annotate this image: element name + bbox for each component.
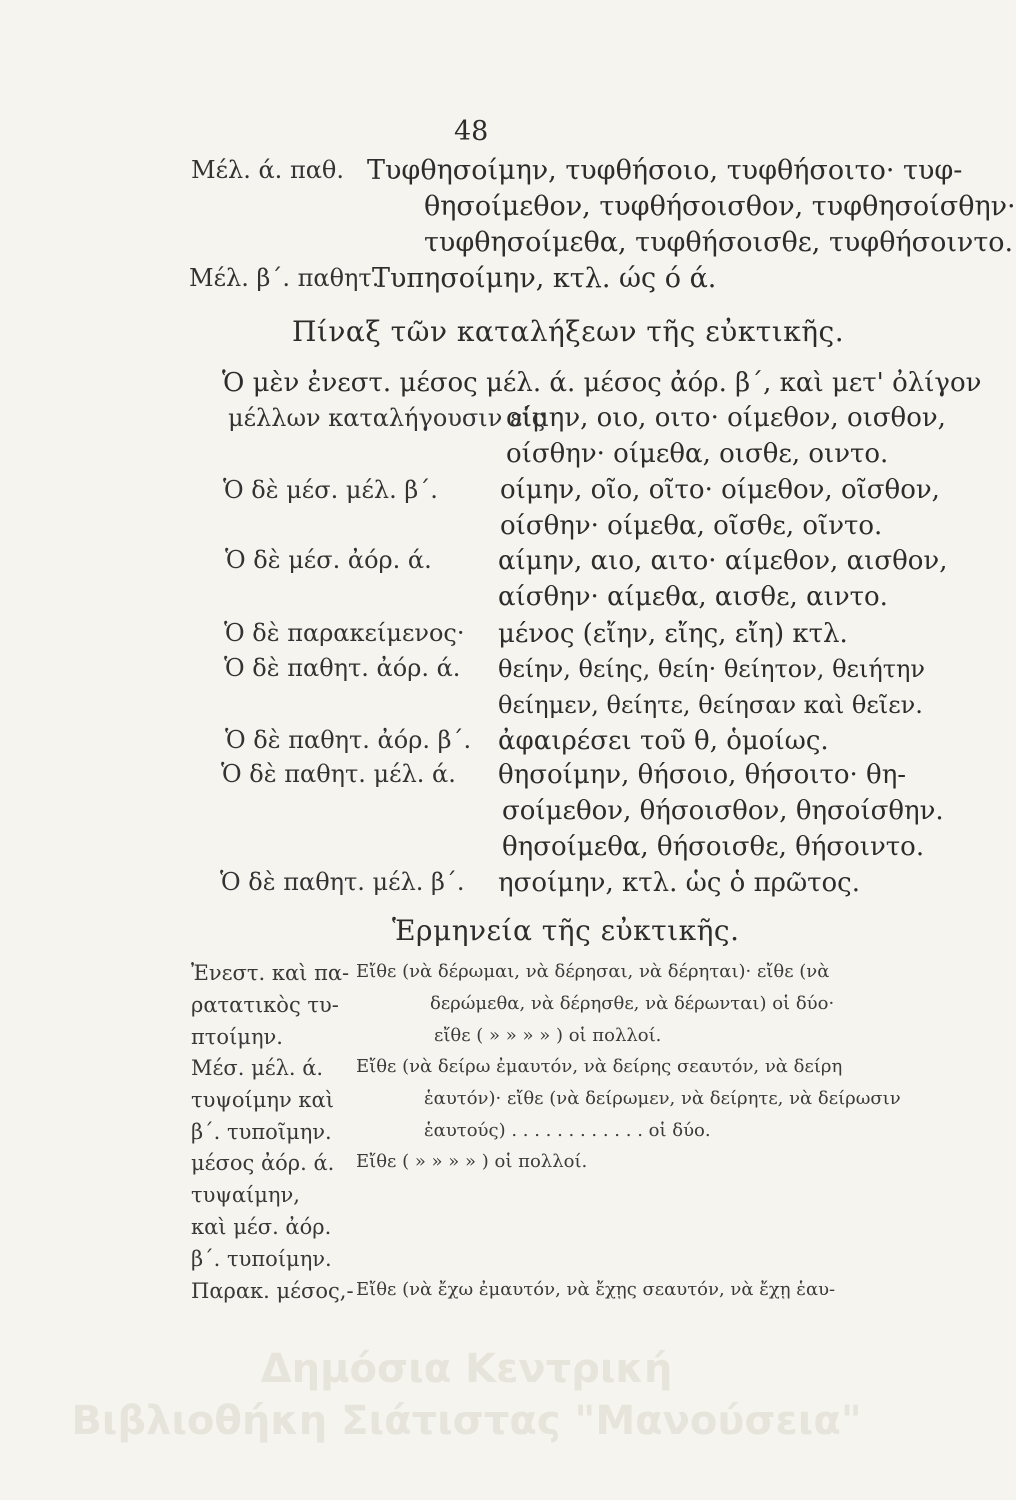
right-meaning-line: ἑαυτόν)· εἴθε (νὰ δείρωμεν, νὰ δείρητε, νὰ δείρωσιν [424,1088,901,1109]
right-meaning-line: ἑαυτούς) . . . . . . . . . . . . οἱ δύο. [424,1120,711,1141]
left-note-line: β΄. τυποῖμην. [191,1120,332,1144]
ending-line: ἀφαιρέσει τοῦ θ, ὁμοίως. [498,726,829,756]
row-label: Ὁ δὲ παθητ. μέλ. ά. [221,760,456,788]
top-label-future-passive-1: Μέλ. ά. παθ. [191,156,344,184]
right-meaning-line: δερώμεθα, νὰ δέρησθε, νὰ δέρωνται) οἱ δύο· [430,993,835,1014]
left-note-line: ρατατικὸς τυ- [191,993,339,1017]
left-note-line: πτοίμην. [191,1025,283,1049]
left-note-line: τυψαίμην, [191,1183,300,1207]
left-note-line: μέσος ἀόρ. ά. [191,1151,335,1175]
top-label-future-passive-2: Μέλ. β΄. παθητ. [189,264,380,292]
right-meaning-line: εἴθε ( » » » » ) οἱ πολλοί. [434,1025,662,1046]
library-watermark-line1: Δημόσια Κεντρική [260,1346,673,1392]
ending-line: θησοίμεθα, θήσοισθε, θήσοιντο. [502,832,925,862]
top-text-line: Τυπησοίμην, κτλ. ώς ό ά. [372,263,717,294]
row-label: Ὁ δὲ παθητ. ἀόρ. β΄. [225,726,472,754]
left-note-line: Μέσ. μέλ. ά. [191,1056,324,1080]
left-note-line: Ἐνεστ. καὶ πα- [191,961,350,985]
row-label: Ὁ δὲ μέσ. ἀόρ. ά. [225,546,432,574]
ending-line: ησοίμην, κτλ. ὡς ὁ πρῶτος. [498,868,861,898]
library-watermark-line2: Βιβλιοθήκη Σιάτιστας "Μανούσεια" [71,1398,862,1444]
row-label: Ὁ δὲ παρακείμενος· [224,619,465,647]
left-note-line: τυψοίμην καὶ [191,1088,334,1112]
top-text-line: τυφθησοίμεθα, τυφθήσοισθε, τυφθήσοιντο. [424,227,1014,258]
row-label: Ὁ δὲ μέσ. μέλ. β΄. [223,476,438,504]
row-label: Ὁ δὲ παθητ. ἀόρ. ά. [224,654,461,682]
right-meaning-line: Εἴθε (νὰ ἔχω ἐμαυτόν, νὰ ἔχῃς σεαυτόν, νὰ ἔχῃ ἑαυ- [356,1279,836,1300]
row-label: Ὁ δὲ παθητ. μέλ. β΄. [220,868,465,896]
ending-line: σοίμεθον, θήσοισθον, θησοίσθην. [502,796,944,826]
ending-line: θείημεν, θείητε, θείησαν καὶ θεῖεν. [498,691,923,719]
top-text-line: θησοίμεθον, τυφθήσοισθον, τυφθησοίσθην· [424,191,1016,222]
ending-line: οίμην, οιο, οιτο· οίμεθον, οισθον, [506,403,946,433]
right-meaning-line: Εἴθε (νὰ δέρωμαι, νὰ δέρησαι, νὰ δέρηται)· εἴθε (νὰ [356,961,830,982]
ending-line: αίμην, αιο, αιτο· αίμεθον, αισθον, [498,546,948,576]
left-note-line: καὶ μέσ. ἀόρ. [191,1215,332,1239]
left-note-line: Παρακ. μέσος,- [191,1279,354,1303]
ending-line: οίσθην· οίμεθα, οισθε, οιντο. [506,439,889,469]
left-note-line: β΄. τυποίμην. [191,1247,332,1271]
top-text-line: Τυφθησοίμην, τυφθήσοιο, τυφθήσοιτο· τυφ- [367,155,963,186]
right-meaning-line: Εἴθε ( » » » » ) οἱ πολλοί. [356,1151,588,1172]
page-number: 48 [454,116,489,147]
ending-line: μένος (εἴην, εἴης, εἴη) κτλ. [498,619,848,649]
ending-line: αίσθην· αίμεθα, αισθε, αιντο. [498,582,888,612]
intro-label: μέλλων καταλήγουσιν εἰς [228,404,546,432]
ending-line: οίμην, οῖο, οῖτο· οίμεθον, οῖσθον, [500,475,940,505]
intro-line: Ὁ μὲν ἐνεστ. μέσος μέλ. ά. μέσος ἀόρ. β΄, καὶ μετ' ὀλίγον [222,368,982,398]
ending-line: οίσθην· οίμεθα, οῖσθε, οῖντο. [500,511,883,541]
right-meaning-line: Εἴθε (νὰ δείρω ἐμαυτόν, νὰ δείρης σεαυτόν, νὰ δείρη [356,1056,843,1077]
table-endings-title: Πίναξ τῶν καταλήξεων τῆς εὐκτικῆς. [292,315,845,348]
ending-line: θείην, θείης, θείη· θείητον, θειήτην [498,655,925,683]
ending-line: θησοίμην, θήσοιο, θήσοιτο· θη- [498,760,907,790]
table-meaning-title: Ἑρμηνεία τῆς εὐκτικῆς. [392,914,740,947]
